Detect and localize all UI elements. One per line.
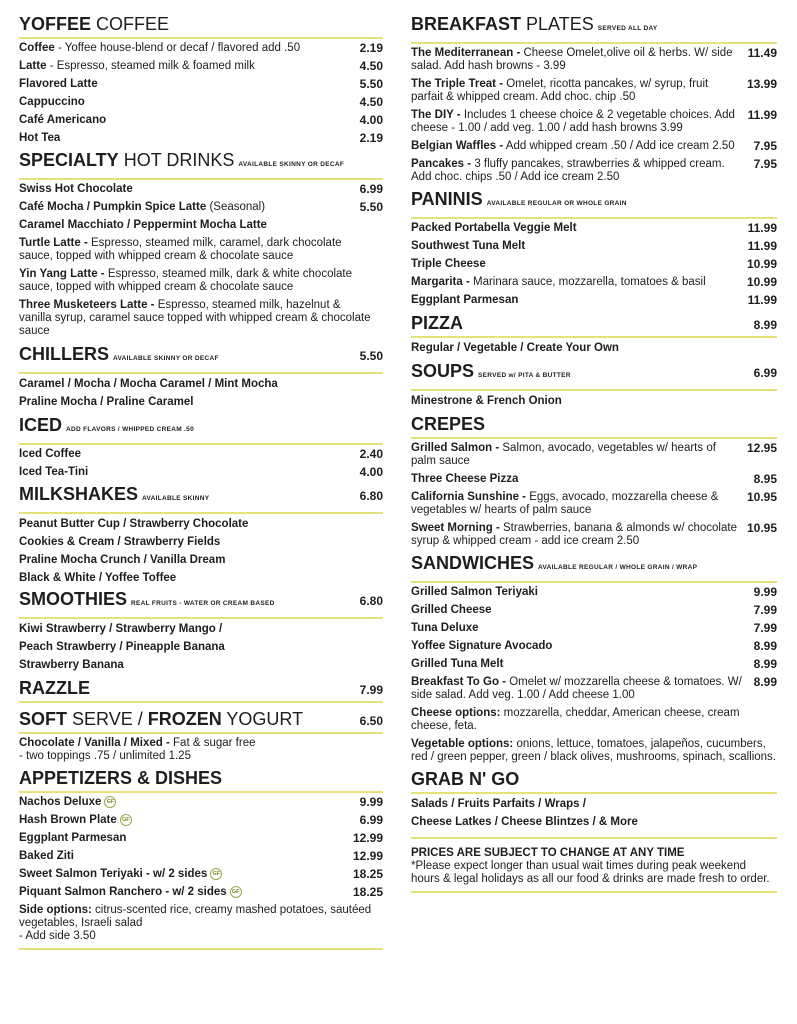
menu-item bbox=[19, 814, 383, 827]
item-price: 5.50 bbox=[359, 200, 383, 214]
menu-item bbox=[411, 586, 777, 599]
breakfast-header bbox=[411, 14, 777, 44]
item-price: 18.25 bbox=[352, 867, 383, 882]
side-add: - Add side 3.50 bbox=[19, 930, 96, 943]
paninis-note: AVAILABLE REGULAR OR WHOLE GRAIN bbox=[486, 200, 627, 207]
item-name: Yin Yang Latte - bbox=[19, 268, 105, 280]
vegetable-options-text: onions, lettuce, tomatoes, jalapeños, cucumbers, red / green pepper, green / black olives, mushrooms, spinach, scallions. bbox=[411, 738, 776, 763]
sandwiches-note: AVAILABLE REGULAR / WHOLE GRAIN / WRAP bbox=[538, 564, 698, 571]
appetizers-title: APPETIZERS & DISHES bbox=[19, 768, 223, 788]
item-name: Coffee bbox=[19, 42, 55, 54]
specialty-list bbox=[19, 183, 383, 338]
menu-item bbox=[411, 473, 777, 486]
menu-item bbox=[19, 78, 383, 91]
item-desc: - Yoffee house-blend or decaf / flavored add .50 bbox=[57, 42, 301, 54]
item-desc: Omelet w/ mozzarella cheese & tomatoes. W/ side salad. Add veg. 1.00 / Add cheese 1.00 bbox=[411, 676, 742, 701]
menu-item bbox=[411, 676, 777, 702]
item-price: 12.99 bbox=[352, 831, 383, 846]
gluten-free-icon: GF bbox=[230, 886, 242, 898]
chillers-price: 5.50 bbox=[359, 349, 383, 363]
iced-header bbox=[19, 415, 383, 445]
item-price: 11.99 bbox=[747, 239, 777, 253]
menu-item bbox=[19, 201, 383, 214]
item-desc: Add whipped cream .50 / Add ice cream 2.50 bbox=[505, 140, 735, 152]
item-name: Iced Tea-Tini bbox=[19, 466, 89, 478]
item-price: 9.99 bbox=[753, 585, 777, 599]
item-price: 4.00 bbox=[359, 465, 383, 479]
item-name: Belgian Waffles - bbox=[411, 140, 504, 152]
menu-item bbox=[19, 886, 383, 899]
frozen-title-light: YOGURT bbox=[226, 709, 304, 729]
item-price: 2.19 bbox=[359, 131, 383, 145]
smoothies-title: SMOOTHIES bbox=[19, 589, 128, 609]
item-name: Packed Portabella Veggie Melt bbox=[411, 222, 577, 234]
item-price: 7.99 bbox=[753, 621, 777, 635]
side-options-text: citrus-scented rice, creamy mashed potatoes, sautéed vegetables, Israeli salad bbox=[19, 904, 372, 930]
breakfast-title-bold: BREAKFAST bbox=[411, 14, 522, 34]
item-name: Three Musketeers Latte - bbox=[19, 299, 155, 311]
item-desc: Espresso, steamed milk, dark & white chocolate sauce, topped with whipped cream & chocolate sauce bbox=[19, 268, 353, 293]
item-price: 8.99 bbox=[753, 675, 777, 689]
chillers-note: AVAILABLE SKINNY OR DECAF bbox=[113, 355, 219, 362]
menu-item bbox=[19, 796, 383, 809]
grab-n-go-title: GRAB N' GO bbox=[411, 769, 520, 789]
soft-price: 6.50 bbox=[359, 714, 383, 728]
notice-divider bbox=[411, 837, 777, 839]
item-name: Eggplant Parmesan bbox=[19, 832, 127, 845]
vegetable-options bbox=[411, 738, 777, 764]
menu-item bbox=[411, 109, 777, 135]
left-divider bbox=[19, 948, 383, 950]
cheese-options-label: Cheese options: bbox=[411, 707, 501, 719]
crepes-list bbox=[411, 442, 777, 548]
soft-flavors-note: Fat & sugar free bbox=[173, 737, 256, 749]
item-name: Breakfast To Go - bbox=[411, 676, 506, 688]
item-desc: Eggs, avocado, mozzarella cheese & vegetables w/ hearts of palm sauce bbox=[411, 491, 719, 516]
milkshakes-title: MILKSHAKES bbox=[19, 484, 139, 504]
chillers-line: Praline Mocha / Praline Caramel bbox=[19, 396, 194, 408]
breakfast-note: SERVED ALL DAY bbox=[597, 25, 658, 32]
smoothie-line: Kiwi Strawberry / Strawberry Mango / bbox=[19, 623, 223, 635]
soft-flavors: Chocolate / Vanilla / Mixed - bbox=[19, 737, 170, 749]
menu-item bbox=[19, 832, 383, 845]
milkshake-line: Peanut Butter Cup / Strawberry Chocolate bbox=[19, 518, 249, 530]
item-desc: Salmon, avocado, vegetables w/ hearts of palm sauce bbox=[411, 442, 716, 467]
item-price: 4.50 bbox=[359, 95, 383, 109]
menu-item bbox=[19, 60, 383, 73]
item-price: 2.19 bbox=[359, 41, 383, 55]
item-price: 6.99 bbox=[359, 813, 383, 828]
item-price: 4.50 bbox=[359, 59, 383, 73]
coffee-list bbox=[19, 42, 383, 145]
sandwiches-header bbox=[411, 553, 777, 583]
paninis-list bbox=[411, 222, 777, 307]
item-name: Grilled Cheese bbox=[411, 604, 492, 616]
pizza-price: 8.99 bbox=[753, 318, 777, 332]
gluten-free-icon: GF bbox=[120, 814, 132, 826]
item-price: 8.95 bbox=[753, 472, 777, 486]
item-name: Nachos Deluxe bbox=[19, 796, 102, 809]
menu-item bbox=[411, 442, 777, 468]
item-name: Turtle Latte - bbox=[19, 237, 88, 249]
pizza-line: Regular / Vegetable / Create Your Own bbox=[411, 342, 619, 354]
smoothies-note: REAL FRUITS - WATER OR CREAM BASED bbox=[131, 600, 275, 607]
item-price: 10.95 bbox=[746, 490, 777, 504]
item-name: Café Americano bbox=[19, 114, 107, 126]
soft-title-bold: SOFT bbox=[19, 709, 67, 729]
item-price: 12.95 bbox=[746, 441, 777, 455]
price-notice bbox=[411, 847, 777, 886]
specialty-header bbox=[19, 150, 383, 180]
sandwiches-list bbox=[411, 586, 777, 702]
coffee-title-bold: YOFFEE bbox=[19, 14, 92, 34]
item-price: 5.50 bbox=[359, 77, 383, 91]
chillers-line: Caramel / Mocha / Mocha Caramel / Mint Mocha bbox=[19, 378, 278, 390]
milkshake-line: Cookies & Cream / Strawberry Fields bbox=[19, 536, 221, 548]
menu-item bbox=[411, 78, 777, 104]
side-options bbox=[19, 904, 383, 943]
item-name: Grilled Salmon Teriyaki bbox=[411, 586, 538, 598]
razzle-header bbox=[19, 678, 383, 703]
item-price: 4.00 bbox=[359, 113, 383, 127]
item-name: Caramel Macchiato / Peppermint Mocha Latte bbox=[19, 219, 267, 231]
menu-item bbox=[411, 622, 777, 635]
soft-serve-desc bbox=[19, 737, 383, 763]
pizza-title: PIZZA bbox=[411, 313, 463, 333]
cheese-options bbox=[411, 707, 777, 733]
menu-item bbox=[411, 158, 777, 184]
item-desc: Marinara sauce, mozzarella, tomatoes & basil bbox=[473, 276, 706, 288]
item-price: 8.99 bbox=[753, 639, 777, 653]
item-name: Sweet Morning - bbox=[411, 522, 500, 534]
side-options-label: Side options: bbox=[19, 904, 92, 917]
menu-item bbox=[19, 299, 383, 338]
menu-item bbox=[411, 491, 777, 517]
appetizers-list bbox=[19, 796, 383, 899]
item-name: Hot Tea bbox=[19, 132, 61, 144]
item-name: Sweet Salmon Teriyaki - w/ 2 sides bbox=[19, 868, 208, 881]
item-name: Triple Cheese bbox=[411, 258, 486, 270]
razzle-title: RAZZLE bbox=[19, 678, 90, 698]
paninis-title: PANINIS bbox=[411, 189, 483, 209]
menu-item bbox=[411, 640, 777, 653]
menu-item bbox=[19, 868, 383, 881]
soups-title: SOUPS bbox=[411, 361, 475, 381]
menu-item bbox=[411, 258, 777, 271]
soups-line: Minestrone & French Onion bbox=[411, 395, 562, 407]
milkshakes-price: 6.80 bbox=[359, 489, 383, 503]
item-name: California Sunshine - bbox=[411, 491, 527, 503]
item-price: 11.99 bbox=[747, 293, 777, 307]
item-name: Hash Brown Plate bbox=[19, 814, 117, 827]
gluten-free-icon: GF bbox=[210, 868, 222, 880]
vegetable-options-label: Vegetable options: bbox=[411, 738, 514, 750]
iced-title: ICED bbox=[19, 415, 63, 435]
item-name: Tuna Deluxe bbox=[411, 622, 479, 634]
item-price: 8.99 bbox=[753, 657, 777, 671]
item-price: 10.95 bbox=[746, 521, 777, 535]
item-price: 11.99 bbox=[747, 108, 777, 122]
item-name: The DIY - bbox=[411, 109, 461, 121]
menu-item bbox=[19, 448, 383, 461]
soups-note: SERVED w/ PITA & BUTTER bbox=[478, 372, 571, 379]
item-name: Baked Ziti bbox=[19, 850, 74, 863]
smoothie-line: Strawberry Banana bbox=[19, 659, 124, 671]
item-price: 2.40 bbox=[359, 447, 383, 461]
item-price: 11.49 bbox=[747, 46, 777, 60]
milkshakes-note: AVAILABLE SKINNY bbox=[142, 495, 210, 502]
item-desc: Cheese Omelet,olive oil & herbs. W/ side salad. Add hash browns - 3.99 bbox=[411, 47, 733, 72]
item-desc: (Seasonal) bbox=[209, 201, 266, 213]
price-notice-text: *Please expect longer than usual wait times during peak weekend hours & legal holidays as all our food & drinks are made fresh to order. bbox=[411, 860, 770, 885]
razzle-price: 7.99 bbox=[359, 683, 383, 697]
item-desc: Includes 1 cheese choice & 2 vegetable choices. Add cheese - 1.00 / add veg. 1.00 / add hash browns 3.99 bbox=[411, 109, 735, 134]
soups-header bbox=[411, 361, 777, 391]
right-divider bbox=[411, 891, 777, 893]
appetizers-header bbox=[19, 768, 383, 793]
item-name: The Mediterranean - bbox=[411, 47, 521, 59]
paninis-header bbox=[411, 189, 777, 219]
coffee-title-light: COFFEE bbox=[96, 14, 170, 34]
item-price: 10.99 bbox=[746, 257, 777, 271]
item-price: 12.99 bbox=[352, 849, 383, 864]
menu-item bbox=[19, 237, 383, 263]
milkshakes-header bbox=[19, 484, 383, 514]
coffee-header bbox=[19, 14, 383, 39]
left-column bbox=[19, 14, 383, 950]
item-name: Grilled Salmon - bbox=[411, 442, 500, 454]
grab-line: Cheese Latkes / Cheese Blintzes / & More bbox=[411, 816, 638, 828]
item-price: 6.99 bbox=[359, 182, 383, 196]
specialty-title-light: HOT DRINKS bbox=[123, 150, 235, 170]
item-desc: 3 fluffy pancakes, strawberries & whipped cream. Add choc. chips .50 / Add ice cream 2.50 bbox=[411, 158, 725, 183]
chillers-header bbox=[19, 344, 383, 374]
smoothie-line: Peach Strawberry / Pineapple Banana bbox=[19, 641, 225, 653]
soups-price: 6.99 bbox=[753, 366, 777, 380]
item-price: 7.99 bbox=[753, 603, 777, 617]
item-name: Iced Coffee bbox=[19, 448, 81, 460]
menu-item bbox=[411, 140, 777, 153]
pizza-header bbox=[411, 313, 777, 338]
item-desc: Espresso, steamed milk, caramel, dark chocolate sauce, topped with whipped cream & chocolate sauce bbox=[19, 237, 342, 262]
item-desc: Espresso, steamed milk, hazelnut & vanilla syrup, caramel sauce topped with whipped cream & chocolate sauce bbox=[19, 299, 371, 337]
item-name: Three Cheese Pizza bbox=[411, 473, 519, 485]
menu-item bbox=[411, 222, 777, 235]
item-name: Yoffee Signature Avocado bbox=[411, 640, 553, 652]
item-price: 7.95 bbox=[753, 139, 777, 153]
grab-n-go-header bbox=[411, 769, 777, 794]
breakfast-list bbox=[411, 47, 777, 184]
menu-item bbox=[411, 522, 777, 548]
specialty-title-bold: SPECIALTY bbox=[19, 150, 119, 170]
grab-line: Salads / Fruits Parfaits / Wraps / bbox=[411, 798, 586, 810]
item-price: 11.99 bbox=[747, 221, 777, 235]
menu-item bbox=[411, 240, 777, 253]
menu-item bbox=[19, 42, 383, 55]
item-name: Margarita - bbox=[411, 276, 470, 288]
soft-toppings: - two toppings .75 / unlimited 1.25 bbox=[19, 750, 191, 762]
menu-item bbox=[411, 47, 777, 73]
menu-item bbox=[19, 183, 383, 196]
item-name: Grilled Tuna Melt bbox=[411, 658, 504, 670]
item-name: Flavored Latte bbox=[19, 78, 98, 90]
item-name: The Triple Treat - bbox=[411, 78, 504, 90]
cheese-options-text: mozzarella, cheddar, American cheese, cream cheese, feta. bbox=[411, 707, 740, 732]
smoothies-header bbox=[19, 589, 383, 619]
item-desc: Strawberries, banana & almonds w/ chocolate syrup & whipped cream - add ice cream 2.50 bbox=[411, 522, 737, 547]
menu-item bbox=[19, 132, 383, 145]
menu-item bbox=[411, 276, 777, 289]
menu-item bbox=[19, 268, 383, 294]
chillers-title: CHILLERS bbox=[19, 344, 109, 364]
iced-note: ADD FLAVORS / WHIPPED CREAM .50 bbox=[66, 426, 195, 433]
menu-item bbox=[411, 658, 777, 671]
crepes-title: CREPES bbox=[411, 414, 486, 434]
menu-item bbox=[19, 96, 383, 109]
item-name: Cappuccino bbox=[19, 96, 85, 108]
breakfast-title-light: PLATES bbox=[526, 14, 594, 34]
menu-item bbox=[411, 294, 777, 307]
menu-item bbox=[19, 219, 383, 232]
item-price: 9.99 bbox=[359, 795, 383, 809]
frozen-title-bold: FROZEN bbox=[147, 709, 222, 729]
milkshake-line: Praline Mocha Crunch / Vanilla Dream bbox=[19, 554, 226, 566]
item-price: 13.99 bbox=[746, 77, 777, 91]
menu-item bbox=[19, 466, 383, 479]
crepes-header bbox=[411, 414, 777, 439]
item-price: 18.25 bbox=[352, 885, 383, 900]
item-desc: - Espresso, steamed milk & foamed milk bbox=[49, 60, 255, 72]
item-desc: Omelet, ricotta pancakes, w/ syrup, fruit parfait & whipped cream. Add choc. chip .50 bbox=[411, 78, 709, 103]
price-notice-head: PRICES ARE SUBJECT TO CHANGE AT ANY TIME bbox=[411, 847, 685, 859]
menu-item bbox=[19, 114, 383, 127]
menu-item bbox=[411, 604, 777, 617]
soft-title-light: SERVE / bbox=[72, 709, 143, 729]
smoothies-price: 6.80 bbox=[359, 594, 383, 608]
milkshake-line: Black & White / Yoffee Toffee bbox=[19, 572, 177, 584]
item-name: Eggplant Parmesan bbox=[411, 294, 519, 306]
item-name: Café Mocha / Pumpkin Spice Latte bbox=[19, 201, 207, 213]
soft-serve-header bbox=[19, 709, 383, 734]
item-price: 7.95 bbox=[753, 157, 777, 171]
item-name: Piquant Salmon Ranchero - w/ 2 sides bbox=[19, 886, 227, 899]
item-price: 10.99 bbox=[746, 275, 777, 289]
item-name: Southwest Tuna Melt bbox=[411, 240, 526, 252]
menu-item bbox=[19, 850, 383, 863]
sandwiches-title: SANDWICHES bbox=[411, 553, 535, 573]
item-name: Latte bbox=[19, 60, 47, 72]
specialty-note: AVAILABLE SKINNY OR DECAF bbox=[238, 161, 345, 168]
right-column bbox=[411, 14, 777, 893]
item-name: Swiss Hot Chocolate bbox=[19, 183, 133, 195]
item-name: Pancakes - bbox=[411, 158, 472, 170]
gluten-free-icon: GF bbox=[104, 796, 116, 808]
